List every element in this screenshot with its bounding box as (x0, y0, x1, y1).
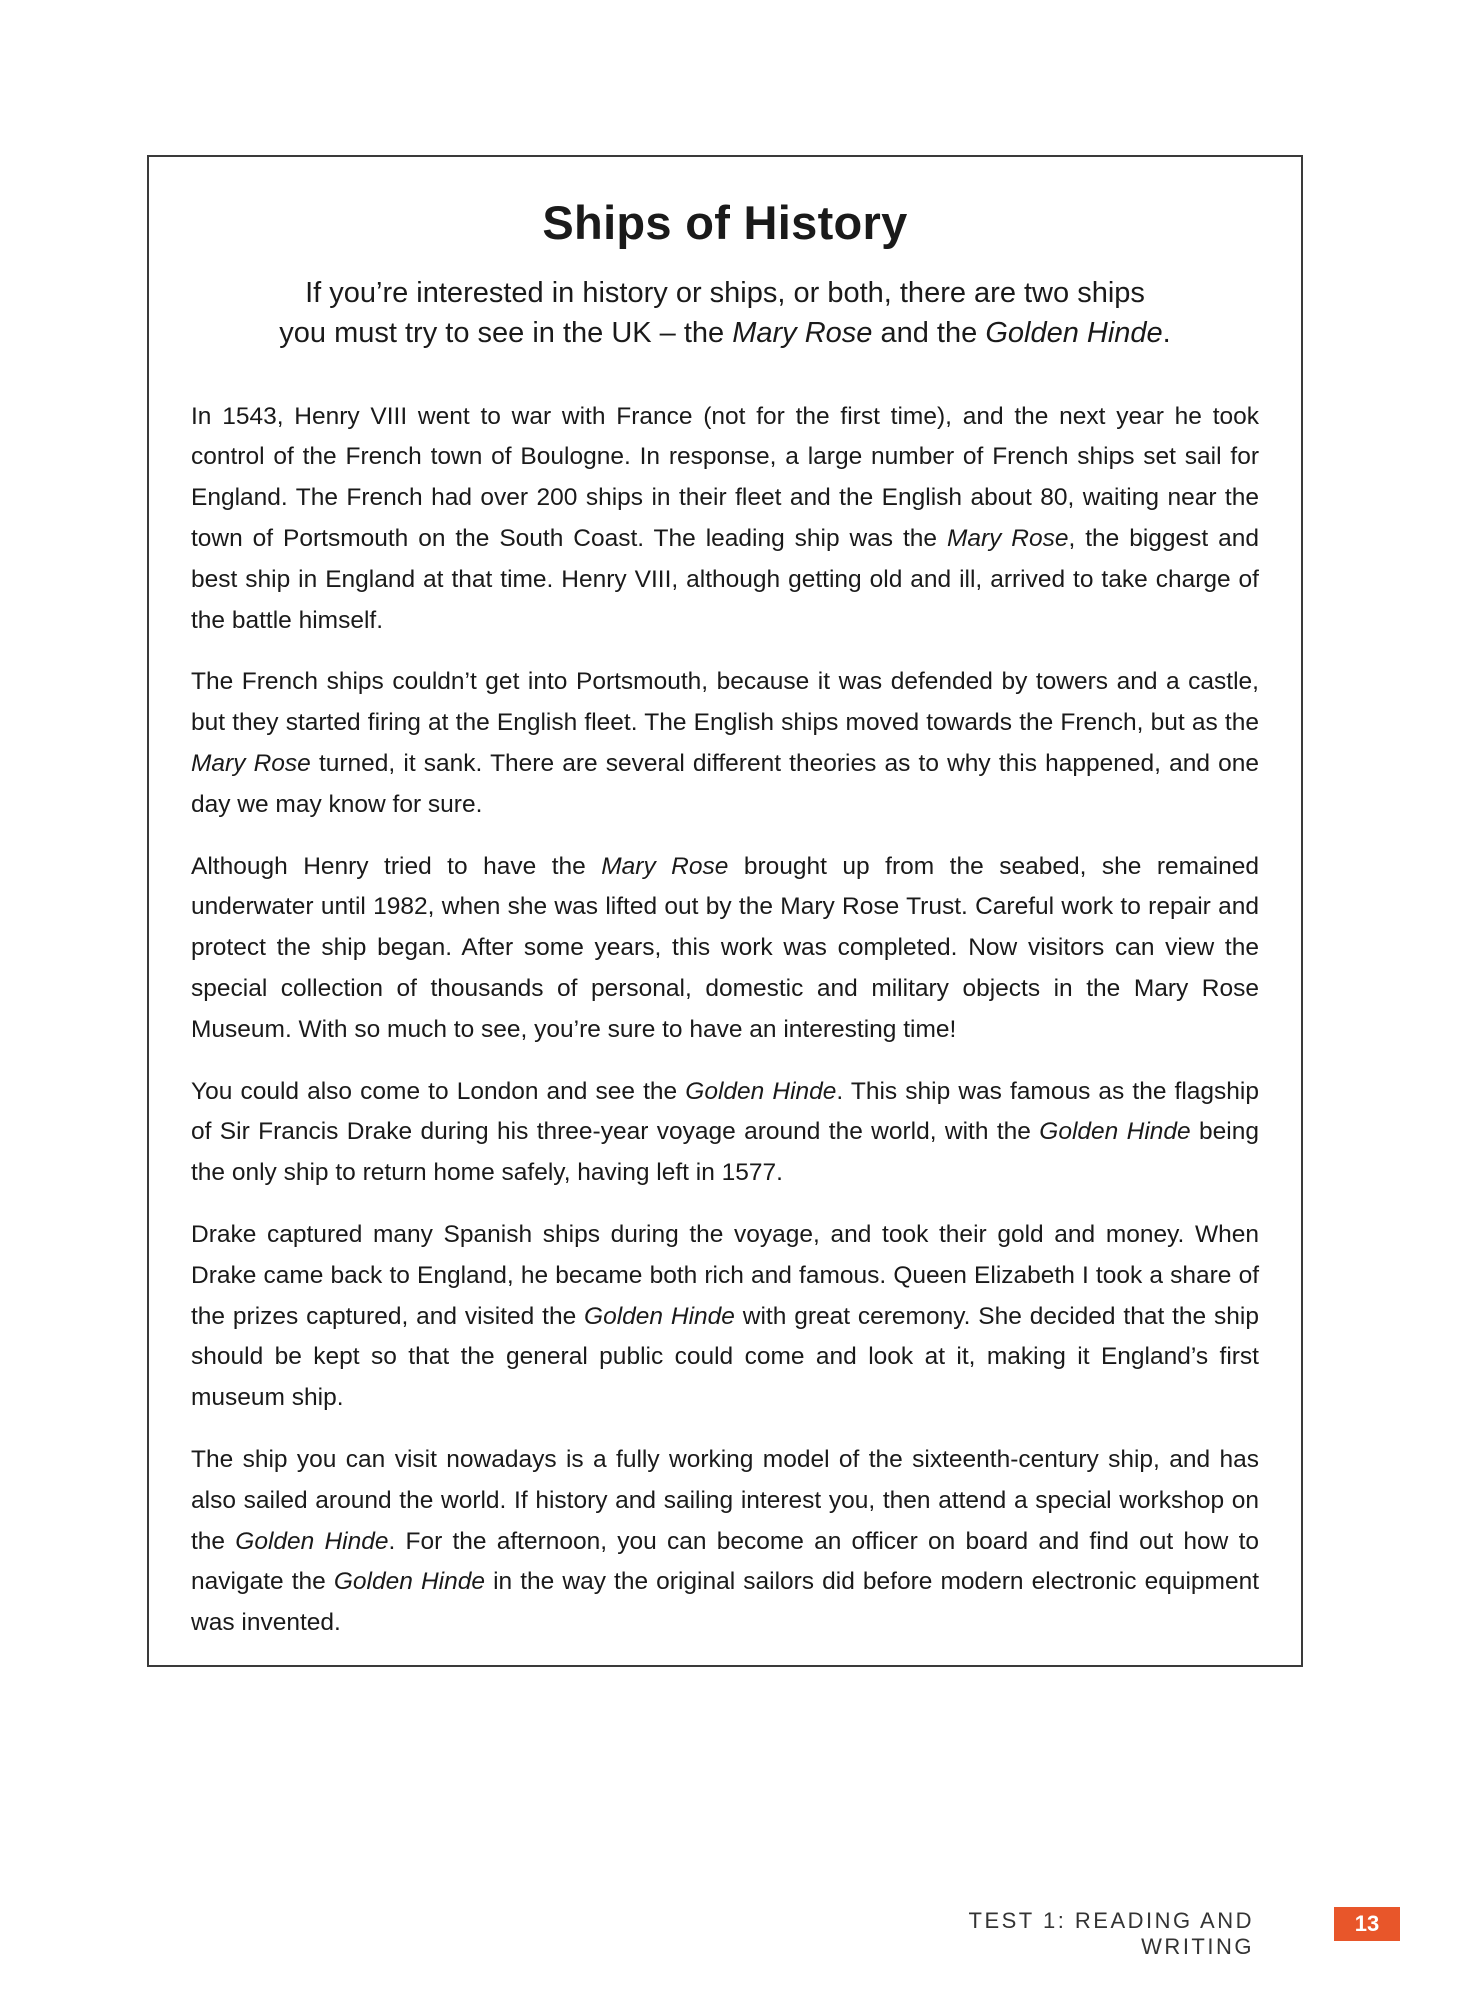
paragraph-1: In 1543, Henry VIII went to war with France (not for the first time), and the next year he took control of the French town of Boulogne. In response, a large number of French ships set sail for England. The French had over 200 ships in their fleet and the English about 80, waiting near the town of Portsmouth on the South Coast. The leading ship was the Mary Rose, the biggest and best ship in England at that time. Henry VIII, although getting old and ill, arrived to take charge of the battle himself. (191, 402, 1259, 634)
paragraph-4: You could also come to London and see the Golden Hinde. This ship was famous as the flagship of Sir Francis Drake during his three-year voyage around the world, with the Golden Hinde being the only ship to return home safely, having left in 1577. (191, 1077, 1260, 1187)
article-body (191, 397, 1259, 1644)
ship-name: Golden Hinde (1039, 1118, 1191, 1146)
ship-name: Golden Hinde (235, 1527, 389, 1555)
paragraph-5: Drake captured many Spanish ships during the voyage, and took their gold and money. When Drake came back to England, he became both rich and famous. Queen Elizabeth I took a share of the prizes captured, and visited the Golden Hinde with great ceremony. She decided that the ship should be kept so that the general public could come and look at it, making it England’s first museum ship. (191, 1221, 1259, 1412)
intro-line-1: If you’re interested in history or ships, or both, there are two ships (305, 276, 1145, 309)
page-number-badge: 13 (1334, 1907, 1400, 1941)
ship-name: Mary Rose (601, 852, 729, 880)
ship-name: Golden Hinde (584, 1302, 735, 1330)
ship-name: Golden Hinde (985, 316, 1163, 349)
paragraph-3: Although Henry tried to have the Mary Rose brought up from the seabed, she remained underwater until 1982, when she was lifted out by the Mary Rose Trust. Careful work to repair and protect the ship began. After some years, this work was completed. Now visitors can view the special collection of thousands of personal, domestic and military objects in the Mary Rose Museum. With so much to see, you’re sure to have an interesting time! (191, 852, 1259, 1043)
intro-line-2: you must try to see in the UK – the Mary Rose and the Golden Hinde. (279, 316, 1171, 349)
footer-section-label: TEST 1: READING AND WRITING (968, 1908, 1254, 1959)
ship-name: Mary Rose (946, 525, 1069, 553)
ship-name: Mary Rose (191, 750, 311, 778)
ship-name: Golden Hinde (685, 1077, 837, 1105)
ship-name: Golden Hinde (333, 1568, 485, 1596)
ship-name: Mary Rose (732, 316, 873, 349)
article-intro (191, 273, 1259, 353)
paragraph-6: The ship you can visit nowadays is a fully working model of the sixteenth-century ship, and has also sailed around the world. If history and sailing interest you, then attend a special workshop on the Golden Hinde. For the afternoon, you can become an officer on board and find out how to navigate the Golden Hinde in the way the original sailors did before modern electronic equipment was invented. (191, 1446, 1259, 1637)
article-title: Ships of History (542, 196, 908, 249)
paragraph-2: The French ships couldn’t get into Portsmouth, because it was defended by towers and a castle, but they started firing at the English fleet. The English ships moved towards the French, but as the Mary Rose turned, it sank. There are several different theories as to why this happened, and one day we may know for sure. (191, 668, 1259, 818)
article-box (147, 155, 1303, 1667)
